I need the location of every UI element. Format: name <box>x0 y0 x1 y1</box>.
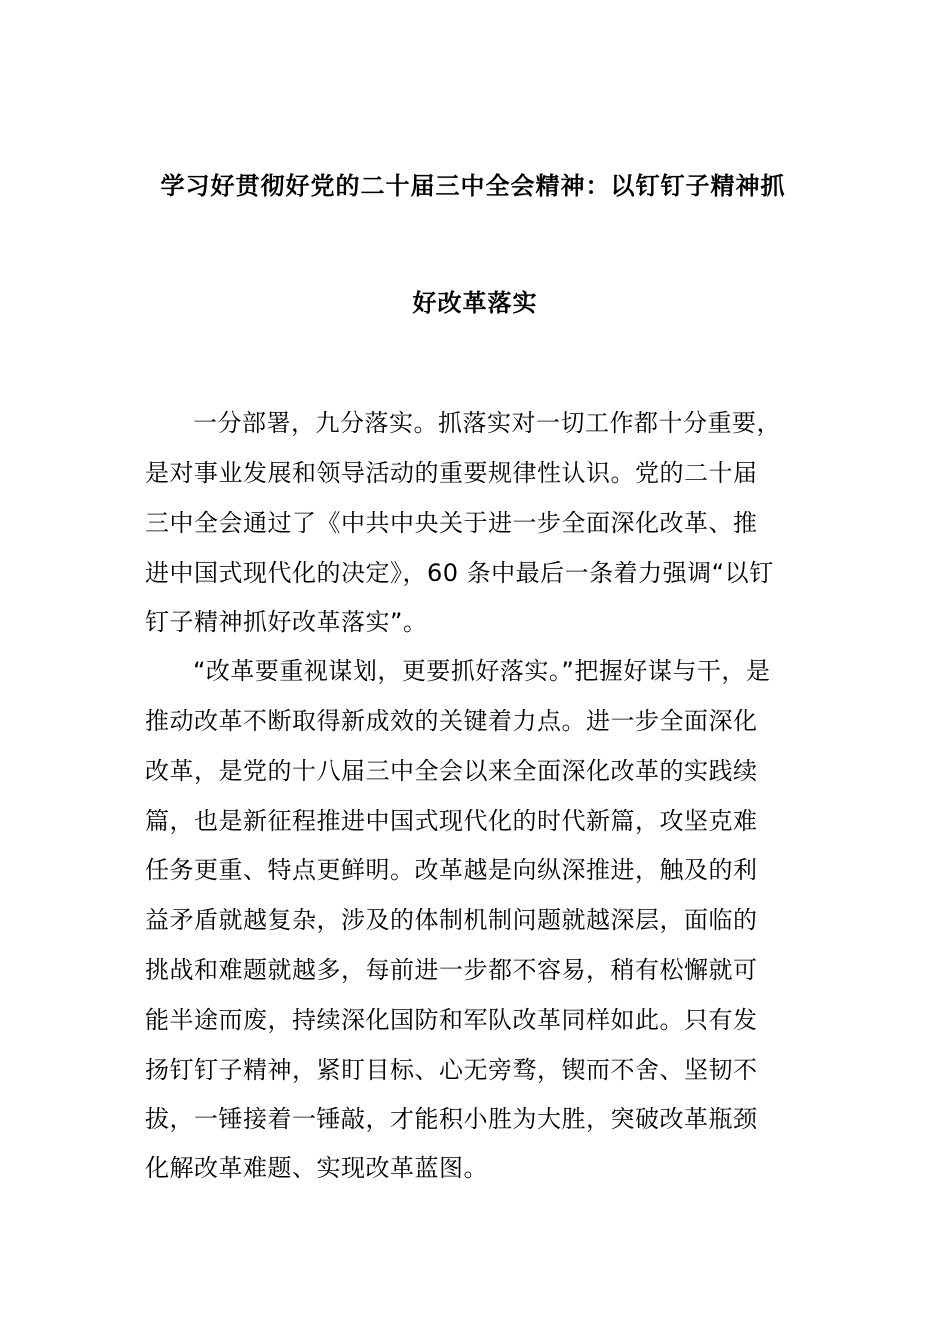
paragraph-line: 化解改革难题、实现改革蓝图。 <box>145 1154 488 1182</box>
paragraph-line: 钉子精神抓好改革落实”。 <box>145 608 428 636</box>
paragraph-line: 改革，是党的十八届三中全会以来全面深化改革的实践续 <box>145 757 758 785</box>
paragraph-line: 任务更重、特点更鲜明。改革越是向纵深推进，触及的利 <box>145 856 758 884</box>
paragraph-line: “改革要重视谋划，更要抓好落实。”把握好谋与干，是 <box>193 657 771 685</box>
paragraph-line: 是对事业发展和领导活动的重要规律性认识。党的二十届 <box>145 459 758 487</box>
paragraph-line: 三中全会通过了《中共中央关于进一步全面深化改革、推 <box>145 509 758 537</box>
document-title-line-1: 学习好贯彻好党的二十届三中全会精神：以钉钉子精神抓 <box>160 172 786 200</box>
paragraph-line: 益矛盾就越复杂，涉及的体制机制问题就越深层，面临的 <box>145 906 758 934</box>
paragraph-line: 扬钉钉子精神，紧盯目标、心无旁骛，锲而不舍、坚韧不 <box>145 1056 758 1084</box>
paragraph-line: 挑战和难题就越多，每前进一步都不容易，稍有松懈就可 <box>145 956 758 984</box>
paragraph-line: 进中国式现代化的决定》，60 条中最后一条着力强调“以钉 <box>145 559 774 587</box>
paragraph-line: 拔，一锤接着一锤敲，才能积小胜为大胜，突破改革瓶颈 <box>145 1105 758 1133</box>
paragraph-line: 篇，也是新征程推进中国式现代化的时代新篇，攻坚克难 <box>145 807 758 835</box>
paragraph-line: 一分部署，九分落实。抓落实对一切工作都十分重要， <box>193 409 781 437</box>
paragraph-line: 推动改革不断取得新成效的关键着力点。进一步全面深化 <box>145 707 758 735</box>
paragraph-line: 能半途而废，持续深化国防和军队改革同样如此。只有发 <box>145 1006 758 1034</box>
document-title-line-2: 好改革落实 <box>412 289 538 317</box>
